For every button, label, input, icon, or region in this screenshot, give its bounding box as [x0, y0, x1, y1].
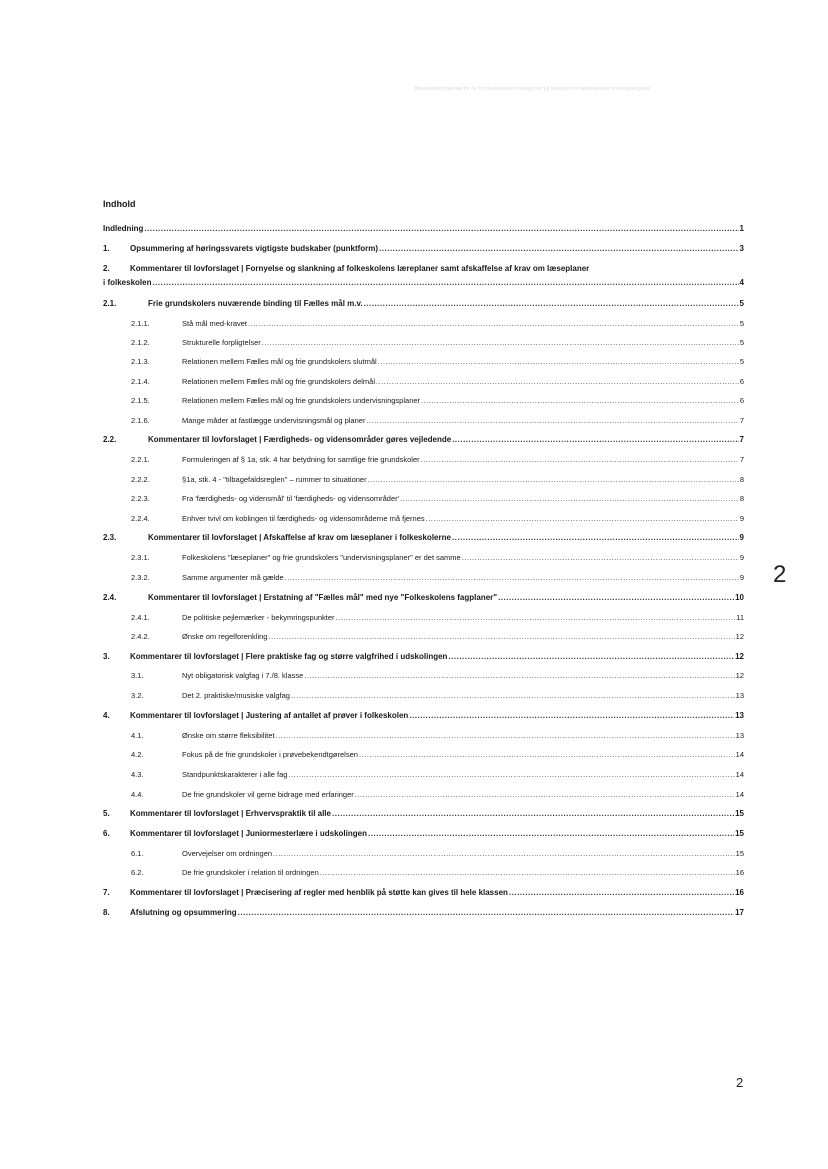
toc-entry-2-1[interactable]	[103, 298, 744, 312]
toc-entry-page: 12	[735, 671, 744, 680]
toc-entry-page: 13	[735, 711, 744, 720]
toc-entry-2-3-2[interactable]	[131, 572, 744, 586]
toc-entry-title: Afslutning og opsummering	[130, 908, 237, 917]
toc-entry-number: 2.1.5.	[131, 396, 150, 405]
toc-entry-page: 6	[739, 377, 744, 386]
toc-entry-title: Samme argumenter må gælde	[182, 573, 284, 582]
toc-entry-number: 4.1.	[131, 731, 144, 740]
toc-entry-page: 4	[739, 278, 744, 287]
toc-entry-6[interactable]	[103, 828, 744, 842]
toc-entry-number: 4.3.	[131, 770, 144, 779]
toc-entry-title: Kommentarer til lovforslaget | Præcisering af regler med henblik på støtte kan gives til hele klassen	[130, 888, 508, 897]
toc-entry-number: 4.2.	[131, 750, 144, 759]
toc-entry-title: Strukturelle forpligtelser	[182, 338, 261, 347]
toc-entry-2-1-4[interactable]	[131, 376, 744, 390]
toc-entry-number: 6.	[103, 829, 110, 838]
toc-entry-3[interactable]	[103, 651, 744, 665]
toc-entry-page: 7	[739, 455, 744, 464]
toc-entry-number: 7.	[103, 888, 110, 897]
toc-entry-page: 5	[739, 299, 744, 308]
toc-entry-title: Mange måder at fastlægge undervisningsmål og planer	[182, 416, 366, 425]
header-note: Brevhåndteringsnotat for de frie grundskolers høringssvar på forslaget om fællesskolens kontrolgevegøren	[415, 86, 651, 92]
toc-entry-2-1-1[interactable]	[131, 318, 744, 332]
toc-entry-2-2-2[interactable]	[131, 474, 744, 488]
toc-entry-2-2-4[interactable]	[131, 513, 744, 527]
toc-entry-number: 2.3.1.	[131, 553, 150, 562]
toc-entry-title: Kommentarer til lovforslaget | Erhvervspraktik til alle	[130, 809, 331, 818]
toc-entry-number: 4.4.	[131, 790, 144, 799]
toc-entry-title-cont: i folkeskolen	[103, 278, 152, 287]
toc-entry-title: Frie grundskolers nuværende binding til Fælles mål m.v.	[148, 299, 363, 308]
toc-entry-title: Overvejelser om ordningen	[182, 849, 273, 858]
toc-entry-page: 14	[735, 770, 744, 779]
toc-entry-title: Folkeskolens "læseplaner" og frie grundskolers "undervisningsplaner" er det samme	[182, 553, 461, 562]
toc-entry-number: 6.1.	[131, 849, 144, 858]
toc-entry-4-2[interactable]	[131, 749, 744, 763]
toc-entry-title: Det 2. praktiske/musiske valgfag	[182, 691, 290, 700]
toc-entry-page: 13	[735, 731, 744, 740]
toc-title: Indhold	[103, 199, 136, 209]
toc-entry-7[interactable]	[103, 887, 744, 901]
toc-entry-number: 8.	[103, 908, 110, 917]
toc-entry-number: 2.2.3.	[131, 494, 150, 503]
toc-entry-page: 5	[739, 338, 744, 347]
side-page-number: 2	[773, 561, 787, 588]
toc-entry-number: 2.1.3.	[131, 357, 150, 366]
toc-entry-2-1-6[interactable]	[131, 415, 744, 429]
toc-entry-8[interactable]	[103, 907, 744, 921]
toc-entry-page: 6	[739, 396, 744, 405]
toc-entry-3-2[interactable]	[131, 690, 744, 704]
toc-entry-title: Ønske om større fleksibilitet	[182, 731, 275, 740]
toc-entry-6-1[interactable]	[131, 848, 744, 862]
toc-entry-title: Opsummering af høringssvarets vigtigste budskaber (punktform)	[130, 244, 379, 253]
toc-entry-page: 16	[735, 868, 744, 877]
toc-entry-title: Kommentarer til lovforslaget | Justering af antallet af prøver i folkeskolen	[130, 711, 409, 720]
toc-entry-2-3[interactable]	[103, 532, 744, 546]
toc-entry-title: Standpunktskarakterer i alle fag	[182, 770, 288, 779]
toc-entry-title: §1a, stk. 4 - "tilbagefaldsreglen" – rummer to situationer	[182, 475, 367, 484]
toc-entry-page: 7	[739, 416, 744, 425]
toc-entry-indledning[interactable]	[103, 223, 744, 237]
toc-entry-page: 7	[739, 435, 744, 444]
toc-entry-2-3-1[interactable]	[131, 552, 744, 566]
toc-entry-number: 2.3.2.	[131, 573, 150, 582]
toc-entry-page: 15	[735, 829, 744, 838]
toc-entry-page: 10	[735, 593, 744, 602]
toc-entry-5[interactable]	[103, 808, 744, 822]
toc-entry-number: 3.2.	[131, 691, 144, 700]
toc-entry-page: 17	[735, 908, 744, 917]
toc-entry-2-1-2[interactable]	[131, 337, 744, 351]
toc-entry-number: 2.2.1.	[131, 455, 150, 464]
toc-entry-title: Kommentarer til lovforslaget | Afskaffelse af krav om læseplaner i folkeskolerne	[148, 533, 451, 542]
toc-entry-page: 14	[735, 750, 744, 759]
toc-entry-page: 13	[735, 691, 744, 700]
toc-entry-number: 6.2.	[131, 868, 144, 877]
page-number: 2	[736, 1075, 744, 1090]
toc-entry-4[interactable]	[103, 710, 744, 724]
toc-entry-6-2[interactable]	[131, 867, 744, 881]
toc-entry-title: Fokus på de frie grundskoler i prøvebekendtgørelsen	[182, 750, 358, 759]
toc-entry-title: Formuleringen af § 1a, stk. 4 har betydning for samtlige frie grundskoler	[182, 455, 420, 464]
toc-entry-2-2[interactable]	[103, 434, 744, 448]
toc-entry-number: 1.	[103, 244, 110, 253]
toc-entry-3-1[interactable]	[131, 670, 744, 684]
toc-entry-number: 2.1.2.	[131, 338, 150, 347]
toc-entry-2-4-1[interactable]	[131, 612, 744, 626]
toc-entry-number: 2.4.	[103, 593, 117, 602]
toc-entry-page: 12	[735, 652, 744, 661]
toc-entry-title: Kommentarer til lovforslaget | Fornyelse og slankning af folkeskolens læreplaner samt afskaffelse af krav om læseplaner	[130, 264, 590, 273]
toc-entry-number: 3.	[103, 652, 110, 661]
toc-entry-title: Relationen mellem Fælles mål og frie grundskolers undervisningsplaner	[182, 396, 421, 405]
toc-entry-title: Ønske om regelforenkling	[182, 632, 268, 641]
toc-entry-title: Enhver tvivl om koblingen til færdigheds- og vidensområderne må fjernes	[182, 514, 425, 523]
toc-entry-page: 9	[739, 573, 744, 582]
toc-entry-page: 15	[735, 849, 744, 858]
toc-entry-2-4-2[interactable]	[131, 631, 744, 645]
toc-entry-page: 8	[739, 475, 744, 484]
toc-entry-title: Nyt obligatorisk valgfag i 7./8. klasse	[182, 671, 304, 680]
toc-entry-title: De frie grundskoler vil gerne bidrage med erfaringer	[182, 790, 354, 799]
toc-entry-number: 2.1.1.	[131, 319, 150, 328]
toc-entry-number: 2.2.4.	[131, 514, 150, 523]
toc-entry-title: Kommentarer til lovforslaget | Juniormesterlære i udskolingen	[130, 829, 367, 838]
toc-entry-page: 5	[739, 357, 744, 366]
toc-entry-title: Fra 'færdigheds- og vidensmål' til 'færdigheds- og vidensområder'	[182, 494, 400, 503]
toc-entry-page: 1	[739, 224, 744, 233]
toc-entry-title: Relationen mellem Fælles mål og frie grundskolers slutmål	[182, 357, 377, 366]
toc-entry-2-1-5[interactable]	[131, 395, 744, 409]
toc-entry-number: 2.3.	[103, 533, 117, 542]
toc-entry-number: 2.1.	[103, 299, 117, 308]
toc-entry-4-3[interactable]	[131, 769, 744, 783]
toc-entry-page: 12	[735, 632, 744, 641]
toc-entry-title: Kommentarer til lovforslaget | Erstatning af "Fælles mål" med nye "Folkeskolens fagplaner"	[148, 593, 498, 602]
toc-entry-title: Relationen mellem Fælles mål og frie grundskolers delmål	[182, 377, 375, 386]
toc-entry-4-4[interactable]	[131, 789, 744, 803]
toc-entry-2-1-3[interactable]	[131, 356, 744, 370]
toc-entry-page: 15	[735, 809, 744, 818]
toc-entry-number: 3.1.	[131, 671, 144, 680]
toc-entry-number: 2.4.2.	[131, 632, 150, 641]
toc-entry-title: De frie grundskoler i relation til ordningen	[182, 868, 319, 877]
toc-entry-page: 8	[739, 494, 744, 503]
toc-entry-4-1[interactable]	[131, 730, 744, 744]
toc-entry-page: 9	[739, 533, 744, 542]
toc-entry-page: 5	[739, 319, 744, 328]
toc-entry-number: 2.2.2.	[131, 475, 150, 484]
toc-entry-title: Kommentarer til lovforslaget | Færdigheds- og vidensområder gøres vejledende	[148, 435, 452, 444]
toc-entry-title: De politiske pejlemærker - bekymringspunkter	[182, 613, 335, 622]
toc-entry-title: Stå mål med-kravet	[182, 319, 248, 328]
toc-entry-2[interactable]	[103, 262, 744, 290]
toc-entry-number: 2.	[103, 264, 110, 273]
toc-entry-title: Indledning	[103, 224, 144, 233]
toc-entry-number: 2.2.	[103, 435, 117, 444]
toc-entry-page: 14	[735, 790, 744, 799]
toc-entry-page: 11	[736, 613, 744, 622]
toc-entry-2-2-3[interactable]	[131, 493, 744, 507]
toc-entry-2-2-1[interactable]	[131, 454, 744, 468]
toc-entry-page: 16	[735, 888, 744, 897]
toc-entry-1[interactable]	[103, 243, 744, 257]
toc-entry-number: 2.1.4.	[131, 377, 150, 386]
toc-entry-number: 4.	[103, 711, 110, 720]
toc-entry-page: 3	[739, 244, 744, 253]
toc-entry-number: 5.	[103, 809, 110, 818]
toc-entry-2-4[interactable]	[103, 592, 744, 606]
toc-entry-number: 2.4.1.	[131, 613, 150, 622]
toc-entry-page: 9	[739, 514, 744, 523]
toc-entry-title: Kommentarer til lovforslaget | Flere praktiske fag og større valgfrihed i udskolingen	[130, 652, 448, 661]
toc-entry-number: 2.1.6.	[131, 416, 150, 425]
toc-entry-page: 9	[739, 553, 744, 562]
